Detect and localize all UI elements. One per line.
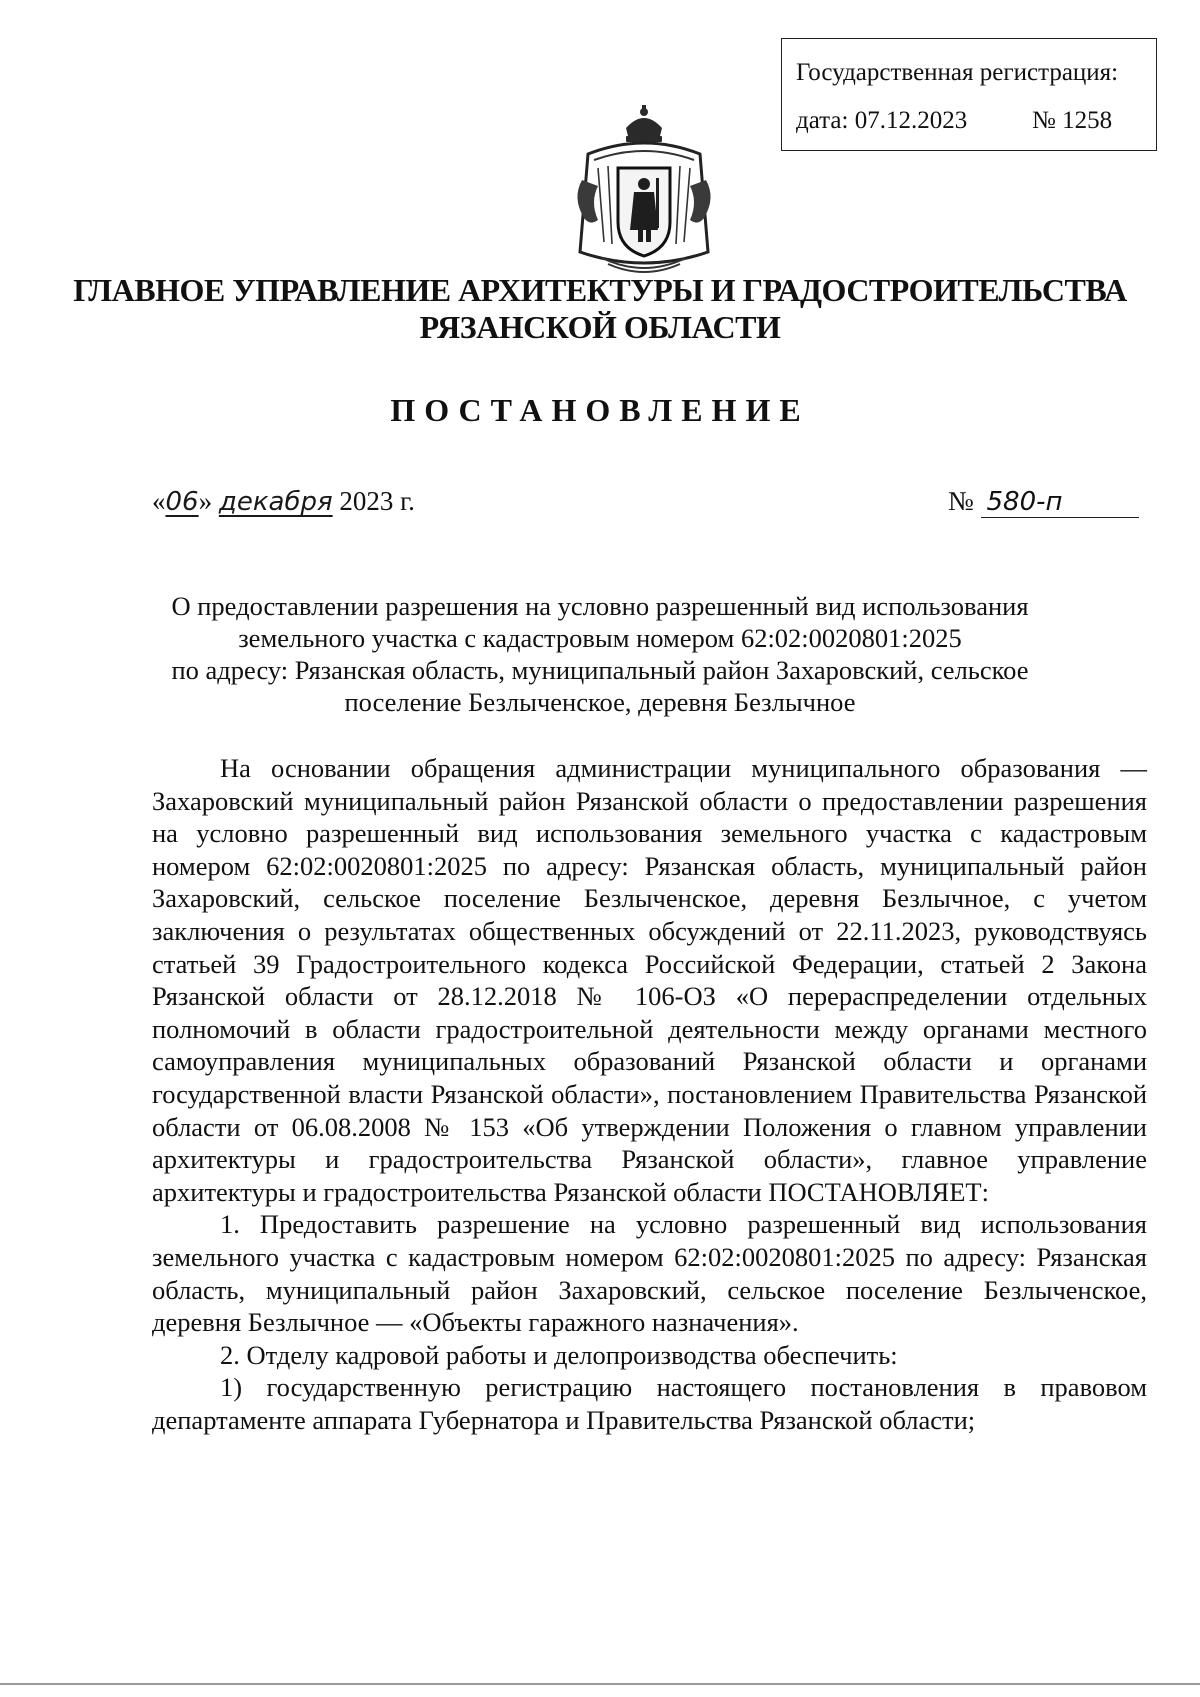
subject-line: земельного участка с кадастровым номером 62:02:0020801:2025 bbox=[238, 623, 962, 653]
body-paragraph-item-2-1: 1) государственную регистрацию настоящего постановления в правовом департаменте аппарата Губернатора и Правительства Рязанской области; bbox=[152, 1372, 1147, 1435]
document-subject bbox=[150, 590, 1050, 718]
date-day-handwritten: 06 bbox=[165, 487, 199, 517]
document-number-handwritten: 580-п bbox=[981, 487, 1139, 518]
registration-number: № 1258 bbox=[1032, 107, 1113, 134]
date-open-quote: « bbox=[152, 486, 166, 516]
registration-stamp bbox=[781, 38, 1157, 151]
body-paragraph-item-2: 2. Отделу кадровой работы и делопроизводства обеспечить: bbox=[220, 1339, 898, 1370]
subject-line: О предоставлении разрешения на условно разрешенный вид использования bbox=[171, 591, 1029, 621]
registration-date: дата: 07.12.2023 bbox=[796, 107, 968, 134]
organization-title-line2: РЯЗАНСКОЙ ОБЛАСТИ bbox=[419, 309, 781, 345]
date-year: 2023 г. bbox=[339, 486, 415, 516]
registration-title: Государственная регистрация: bbox=[796, 59, 1119, 86]
body-paragraph-preamble: На основании обращения администрации муниципального образования — Захаровский муниципальный район Рязанской области о предоставлении разрешения на условно разрешенный вид использования земельного участка с кадастровым номером 62:02:0020801:2025 по адресу: Рязанская область, муниципальный район Захаровский, сельское поселение Безлыченское, деревня Безлычное, с учетом заключения о результатах общественных обсуждений от 22.11.2023, руководствуясь статьей 39 Градостроительного кодекса Российской Федерации, статьей 2 Закона Рязанской области от 28.12.2018 № 106-ОЗ «О перераспределении отдельных полномочий в области градостроительной деятельности между органами местного самоуправления муниципальных образований Рязанской области и органами государственной власти Рязанской области», постановлением Правительства Рязанской области от 06.08.2008 № 153 «Об утверждении Положения о главном управлении архитектуры и градостроительства Рязанской области», главное управление архитектуры и градостроительства Рязанской области ПОСТАНОВЛЯЕТ: bbox=[152, 753, 1147, 1207]
date-month-handwritten: декабря bbox=[218, 487, 333, 517]
scan-bottom-edge bbox=[0, 1683, 1200, 1685]
subject-line: поселение Безлыченское, деревня Безлычное bbox=[344, 687, 856, 717]
body-paragraph-item-1: 1. Предоставить разрешение на условно разрешенный вид использования земельного участка с кадастровым номером 62:02:0020801:2025 по адресу: Рязанская область, муниципальный район Захаровский, сельское поселение Безлыченское, деревня Безлычное — «Объекты гаражного назначения». bbox=[152, 1209, 1147, 1338]
document-type-title: ПОСТАНОВЛЕНИЕ bbox=[390, 392, 810, 428]
document-date bbox=[152, 486, 415, 517]
organization-title-line1: ГЛАВНОЕ УПРАВЛЕНИЕ АРХИТЕКТУРЫ И ГРАДОСТРОИТЕЛЬСТВА bbox=[73, 272, 1127, 308]
subject-line: по адресу: Рязанская область, муниципальный район Захаровский, сельское bbox=[171, 655, 1029, 685]
document-number-prefix: № bbox=[948, 486, 974, 516]
document-body bbox=[152, 752, 1147, 1436]
coat-of-arms-icon bbox=[568, 102, 720, 280]
date-close-quote: » bbox=[198, 486, 213, 516]
document-number bbox=[948, 486, 1139, 518]
